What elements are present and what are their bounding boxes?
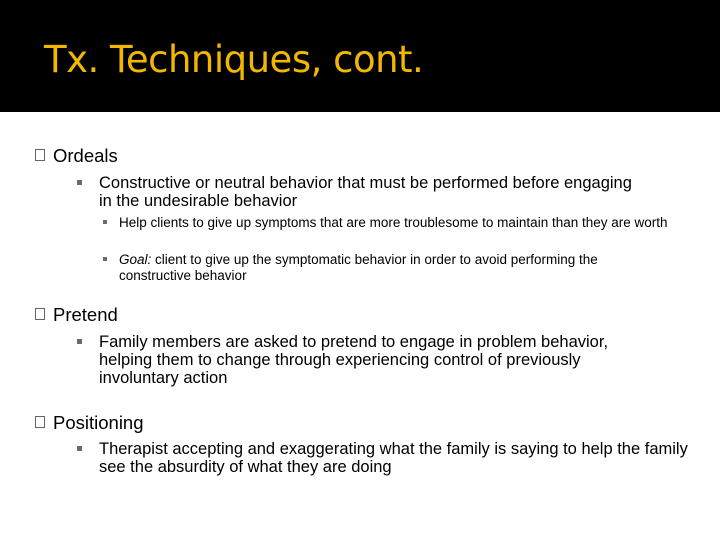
- detail-bullet-goal: [119, 252, 669, 283]
- detail-lead: Goal:: [119, 252, 152, 267]
- square-bullet-icon: [103, 257, 107, 261]
- sub-bullet-ordeals: [99, 174, 639, 210]
- square-bullet-icon: [77, 180, 82, 185]
- square-bullet-icon: [35, 416, 45, 428]
- square-bullet-icon: [35, 149, 45, 161]
- bullet-pretend: [53, 304, 118, 326]
- square-bullet-icon: [35, 308, 45, 320]
- square-bullet-icon: [77, 446, 82, 451]
- bullet-heading: Positioning: [53, 412, 144, 433]
- sub-bullet-text: Therapist accepting and exaggerating what the family is saying to help the family see the absurdity of what they are doing: [99, 440, 688, 476]
- sub-bullet-pretend: [99, 333, 659, 387]
- bullet-ordeals: [53, 145, 118, 167]
- detail-bullet-help: [119, 215, 669, 231]
- sub-bullet-text: Family members are asked to pretend to engage in problem behavior, helping them to change through experiencing control of previously involuntary action: [99, 333, 609, 387]
- bullet-heading: Pretend: [53, 304, 118, 325]
- sub-bullet-text: Constructive or neutral behavior that must be performed before engaging in the undesirable behavior: [99, 174, 632, 210]
- square-bullet-icon: [77, 339, 82, 344]
- bullet-heading: Ordeals: [53, 145, 118, 166]
- sub-bullet-positioning: [99, 440, 689, 476]
- bullet-positioning: [53, 412, 144, 434]
- detail-text: client to give up the symptomatic behavior in order to avoid performing the constructive behavior: [119, 252, 598, 283]
- square-bullet-icon: [103, 220, 107, 224]
- slide-title: Tx. Techniques, cont.: [44, 38, 424, 81]
- detail-text: Help clients to give up symptoms that are more troublesome to maintain than they are worth: [119, 215, 668, 230]
